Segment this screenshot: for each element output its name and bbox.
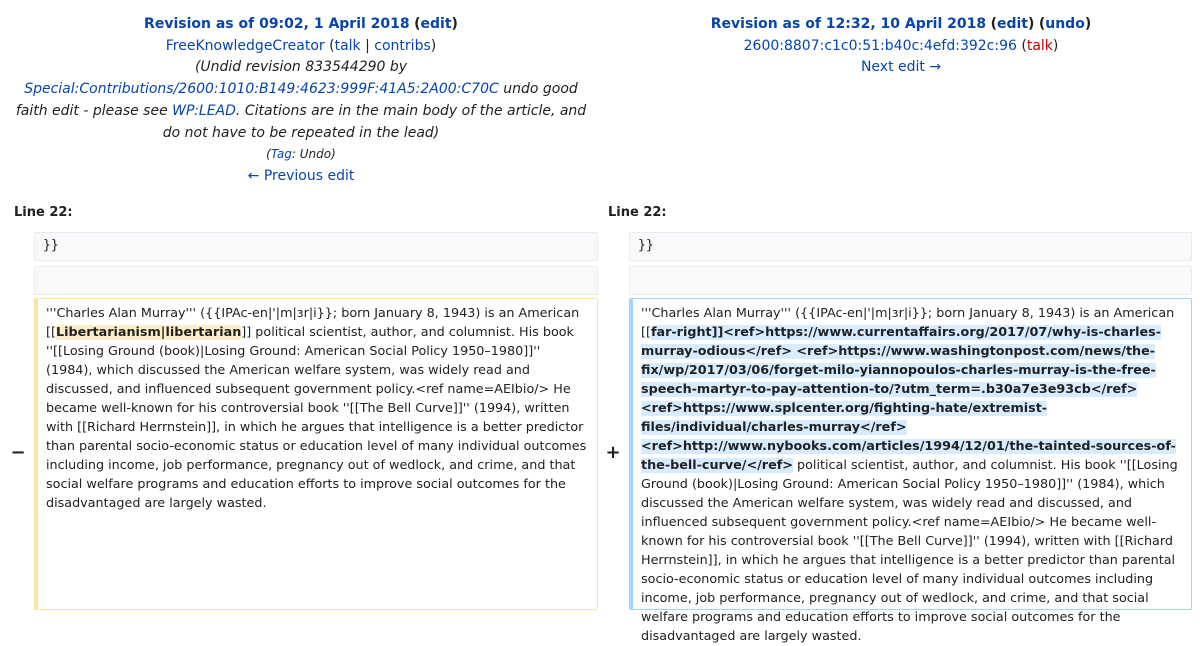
previous-edit-link[interactable]: ← Previous edit (247, 167, 355, 184)
old-line-number: Line 22: (14, 205, 73, 220)
new-revision-header (602, 14, 1200, 79)
next-edit-link[interactable]: Next edit → (860, 59, 942, 76)
new-revision-undo-group: (undo) (1038, 16, 1092, 32)
deletion-marker: − (10, 442, 26, 463)
new-revision-title-link[interactable]: Revision as of 12:32, 10 April 2018 (710, 16, 987, 32)
edit-summary (0, 57, 602, 144)
old-revision-user-link[interactable]: FreeKnowledgeCreator (165, 37, 325, 54)
new-revision-edit-link[interactable]: edit (996, 16, 1028, 32)
tag-label-link[interactable]: Tag (270, 147, 292, 162)
summary-contributions-link[interactable]: Special:Contributions/2600:1010:B149:4623:999F:41A5:2A00:C70C (24, 81, 499, 98)
old-revision-edit-group: (edit) (414, 16, 458, 32)
old-revision-contribs-link[interactable]: contribs (374, 37, 431, 54)
new-context-line: }} (629, 232, 1192, 261)
new-revision-user-tools: (talk) (1021, 37, 1059, 54)
deleted-change-highlight: Libertarianism|libertarian (55, 325, 242, 340)
edit-tag: (Tag: Undo) (266, 147, 336, 162)
old-revision-title-link[interactable]: Revision as of 09:02, 1 April 2018 (144, 16, 410, 32)
new-revision-undo-link[interactable]: undo (1045, 16, 1085, 32)
summary-wp-lead-link[interactable]: WP:LEAD (172, 102, 236, 119)
new-revision-talk-link[interactable]: talk (1026, 37, 1053, 54)
summary-text-mid: undo good faith edit - please see (15, 81, 578, 119)
old-revision-header (0, 14, 602, 188)
new-blank-context-line (629, 266, 1192, 295)
old-revision-edit-link[interactable]: edit (420, 16, 452, 32)
new-revision-edit-group: (edit) (990, 16, 1035, 32)
deleted-line (34, 298, 598, 610)
addition-marker: + (605, 442, 621, 463)
summary-text-post: . Citations are in the main body of the article, and do not have to be repeated in the lead) (162, 102, 587, 141)
added-change-highlight: far-right]]<ref>https://www.currentaffairs.org/2017/07/why-is-charles-murray-odious</ref> <ref>https://www.washingtonpost.com/news/the-fix/wp/2017/03/06/forget-milo-yiannopoulos-charles-murray-is-the-free-speech-martyr-to-pay-attention-to/?utm_term=.b30a7e3e93cb</ref> <ref>https://www.splcenter.org/fighting-hate/extremist-files/individual/charles-murray</ref> <ref>http://www.nybooks.com/articles/1994/12/01/the-tainted-sources-of-the-bell-curve/</ref> (641, 325, 1176, 473)
added-line (629, 298, 1192, 644)
deleted-text-post: ]] political scientist, author, and columnist. His book ''[[Losing Ground (book)|Losing Ground: American Social Policy 1950–1980]]'' (1984), which discussed the American welfare system, was widely read and discussed, and influenced subsequent government policy.<ref name=AEIbio/> He became well-known for his controversial book ''[[The Bell Curve]]'' (1994), written with [[Richard Herrnstein]], in which he argues that intelligence is a better predictor than parental socio-economic status or education level of many individual outcomes including income, job performance, pregnancy out of wedlock, and crime, and that social welfare programs and education efforts to improve social outcomes for the disadvantaged are largely wasted. (46, 325, 587, 511)
user-tools-separator: | (365, 37, 370, 54)
old-revision-user-tools: (talk | contribs) (329, 37, 437, 54)
old-context-line: }} (34, 232, 598, 261)
deleted-text-pre: '''Charles Alan Murray''' ({{IPAc-en|'|m|ɜr|i}}; born January 8, 1943) is an American [[ (46, 306, 580, 340)
old-revision-talk-link[interactable]: talk (334, 37, 361, 54)
summary-text-pre: (Undid revision 833544290 by (194, 59, 408, 76)
old-blank-context-line (34, 266, 598, 295)
new-line-number: Line 22: (608, 205, 667, 220)
added-text-pre: '''Charles Alan Murray''' ({{IPAc-en|'|m|ɜr|i}}; born January 8, 1943) is an American [[ (641, 306, 1175, 340)
new-revision-user-link[interactable]: 2600:8807:c1c0:51:b40c:4efd:392c:96 (743, 37, 1017, 54)
tag-value: Undo (299, 147, 332, 162)
added-text-post: political scientist, author, and columnist. His book ''[[Losing Ground (book)|Losing Ground: American Social Policy 1950–1980]]'' (1984), which discussed the American welfare system, was widely read and discussed, and influenced subsequent government policy.<ref name=AEIbio/> He became well-known for his controversial book ''[[The Bell Curve]]'' (1994), written with [[Richard Herrnstein]], in which he argues that intelligence is a better predictor than parental socio-economic status or education level of many individual outcomes including income, job performance, pregnancy out of wedlock, and crime, and that social welfare programs and education efforts to improve social outcomes for the disadvantaged are largely wasted. (641, 458, 1178, 644)
